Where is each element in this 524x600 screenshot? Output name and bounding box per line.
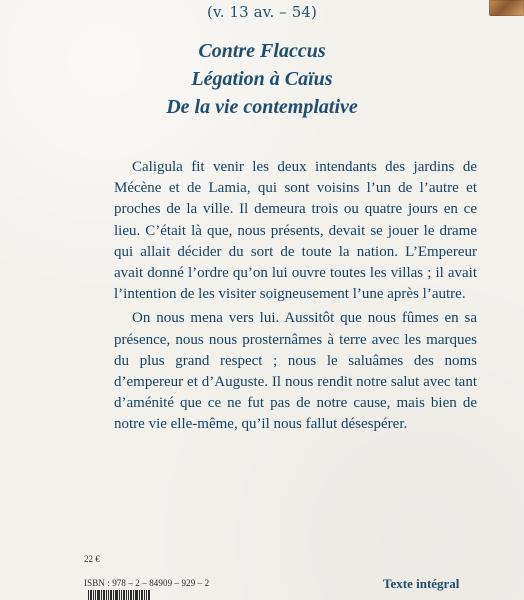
- paragraph-2: On nous mena vers lui. Aussitôt que nous fûmes en sa présence, nous nous prosternâmes à terre avec les marques du plus grand respect ; nous le saluâmes des noms d’empereur et d’Auguste. Il nous rendit notre salut avec tant d’aménité que ce ne fut pas de notre cause, mais bien de notre vie elle-même, qu’il nous fallut désespérer.: [114, 310, 477, 433]
- barcode: [88, 590, 154, 600]
- isbn: ISBN : 978 – 2 – 84909 – 929 – 2: [84, 578, 210, 588]
- book-title-block: [0, 37, 524, 121]
- author-dates: (v. 13 av. – 54): [207, 3, 317, 21]
- paragraph-1: Caligula fit venir les deux intendants des jardins de Mécène et de Lamia, qui sont voisins l’un de l’autre et proches de la ville. Il demeura trois ou quatre jours en ce lieu. C’était là que, nous présents, devait se jouer le drame qui allait décider du sort de toute la nation. L’Empereur avait donné l’ordre qu’on lui ouvre toutes les villas ; il avait l’intention de les visiter soigneusement l’une après l’autre.: [114, 159, 477, 303]
- title-line-1: Contre Flaccus: [198, 40, 326, 62]
- price: 22 €: [84, 554, 100, 564]
- title-line-3: De la vie contemplative: [166, 96, 358, 118]
- edition-label: Texte intégral: [383, 576, 460, 591]
- excerpt-text: [114, 157, 477, 436]
- title-line-2: Légation à Caïus: [191, 68, 333, 90]
